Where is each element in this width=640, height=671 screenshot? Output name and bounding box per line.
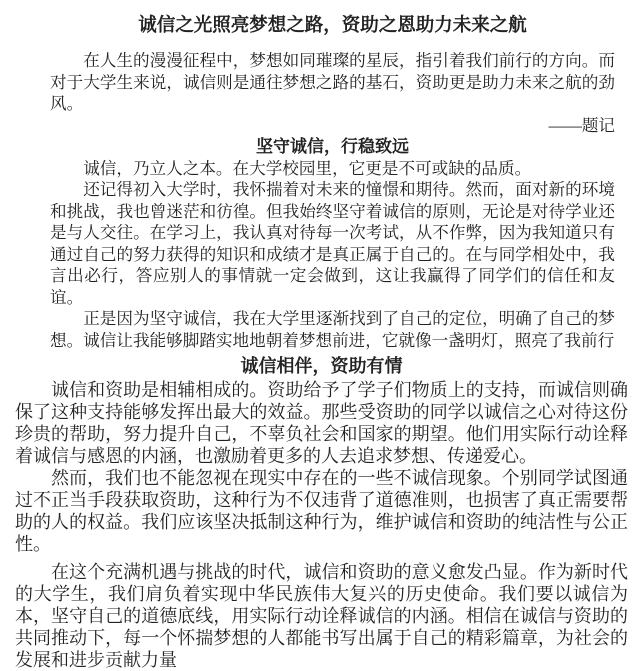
intro-paragraph: 在人生的漫漫征程中，梦想如同璀璨的星辰，指引着我们前行的方向。而对于大学生来说，诚信则是通往梦想之路的基石，资助更是助力未来之航的劲风。 [50, 51, 615, 113]
body-paragraph: 还记得初入大学时，我怀揣着对未来的憧憬和期待。然而，面对新的环境和挑战，我也曾迷茫和彷徨。但我始终坚守着诚信的原则，无论是对待学业还是与人交往。在学习上，我认真对待每一次考试，从不作弊，因为我知道只有通过自己的努力获得的知识和成绩才是真正属于自己的。在与同学相处中，我言出必行，答应别人的事情就一定会做到，这让我赢得了同学们的信任和友谊。 [50, 180, 615, 307]
body-paragraph: 然而，我们也不能忽视在现实中存在的一些不诚信现象。个别同学试图通过不正当手段获取资助，这种行为不仅违背了道德准则，也损害了真正需要帮助的人的权益。我们应该坚决抵制这种行为，维护诚信和资助的纯洁性与公正性。 [15, 468, 628, 554]
body-paragraph: 在这个充满机遇与挑战的时代，诚信和资助的意义愈发凸显。作为新时代的大学生，我们肩负着实现中华民族伟大复兴的历史使命。我们要以诚信为本，坚守自己的道德底线，用实际行动诠释诚信的内涵。相信在诚信与资助的共同推动下，每一个怀揣梦想的人都能书写出属于自己的精彩篇章，为社会的发展和进步贡献力量 [15, 562, 628, 670]
body-paragraph: 诚信和资助是相辅相成的。资助给予了学子们物质上的支持，而诚信则确保了这种支持能够发挥出最大的效益。那些受资助的同学以诚信之心对待这份珍贵的帮助，努力提升自己，不辜负社会和国家的期望。他们用实际行动诠释着诚信与感恩的内涵，也激励着更多的人去追求梦想、传递爱心。 [15, 380, 628, 466]
body-paragraph: 诚信，乃立人之本。在大学校园里，它更是不可或缺的品质。 [83, 158, 532, 178]
body-paragraph: 正是因为坚守诚信，我在大学里逐渐找到了自己的定位，明确了自己的梦想。诚信让我能够脚踏实地地朝着梦想前进，它就像一盏明灯，照亮了我前行 [50, 309, 615, 350]
section-funding [0, 351, 640, 671]
essay-title: 诚信之光照亮梦想之路，资助之恩助力未来之航 [138, 16, 527, 36]
epigraph: ——题记 [548, 115, 615, 135]
section-heading-integrity: 坚守诚信，行稳致远 [256, 137, 409, 156]
section-heading-funding: 诚信相伴，资助有情 [240, 356, 403, 376]
